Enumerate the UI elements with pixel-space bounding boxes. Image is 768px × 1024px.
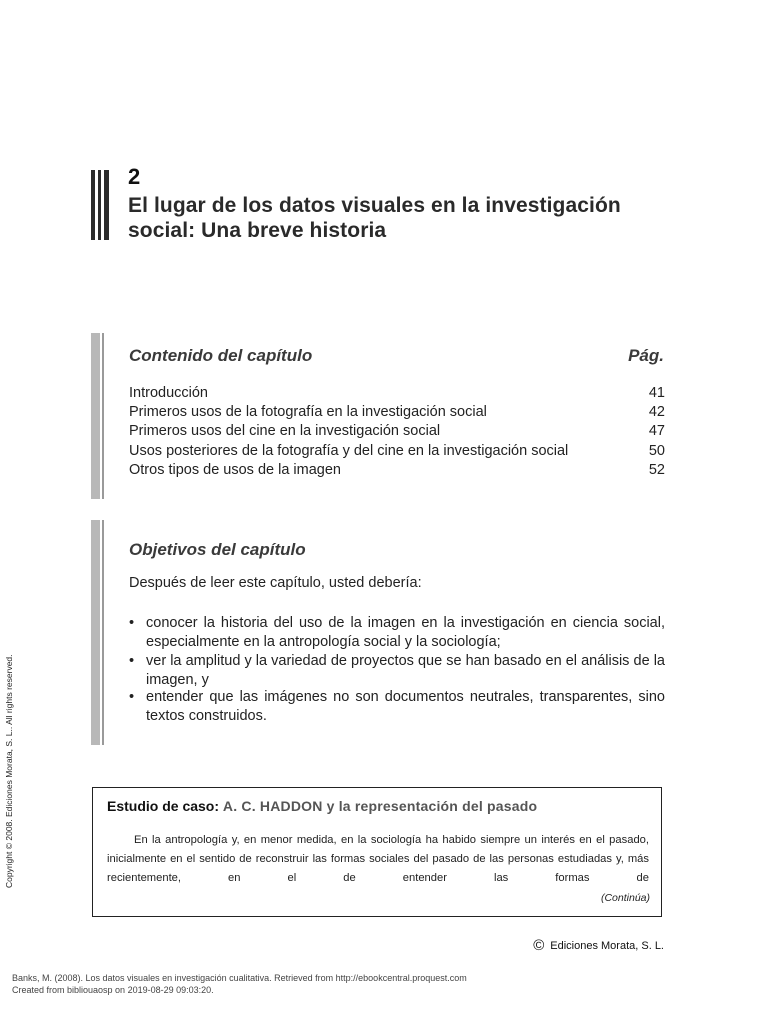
- toc-item-title: Introducción: [129, 385, 208, 401]
- objectives-intro: Después de leer este capítulo, usted debería:: [129, 575, 422, 591]
- chapter-bar: [104, 170, 109, 240]
- chapter-title-line1: El lugar de los datos visuales en la investigación: [128, 194, 621, 217]
- objective-text: ver la amplitud y la variedad de proyectos que se han basado en el análisis de la imagen, y: [146, 653, 665, 688]
- objectives-heading: Objetivos del capítulo: [129, 540, 306, 559]
- toc-item-title: Otros tipos de usos de la imagen: [129, 462, 341, 478]
- chapter-bar: [91, 170, 95, 240]
- footer-citation[interactable]: Banks, M. (2008). Los datos visuales en investigación cualitativa. Retrieved from http://ebookcentral.proquest.com: [12, 973, 467, 983]
- side-copyright: Copyright © 2008. Ediciones Morata, S. L.. All rights reserved.: [4, 654, 14, 888]
- case-study-heading: A. C. HADDON y la representación del pasado: [222, 798, 538, 814]
- toc-item-title: Primeros usos del cine en la investigación social: [129, 423, 441, 439]
- toc-heading: Contenido del capítulo: [129, 346, 313, 365]
- toc-item[interactable]: [129, 443, 665, 462]
- objective-text: conocer la historia del uso de la imagen en la investigación en ciencia social, especialmente en la antropología social y la sociología;: [146, 615, 665, 650]
- publisher-name: Ediciones Morata, S. L.: [550, 940, 664, 952]
- toc-page-heading: Pág.: [628, 346, 664, 365]
- toc-item-page: 52: [648, 462, 665, 478]
- chapter-bar: [98, 170, 101, 240]
- toc-item[interactable]: [129, 462, 665, 481]
- bullet-icon: •: [129, 615, 135, 631]
- toc-item[interactable]: [129, 423, 665, 442]
- toc-sidebar-line: [102, 333, 104, 499]
- case-study-text: En la antropología y, en menor medida, en la sociología ha habido siempre un interés en el pasado, inicialmente en el sentido de reconstruir las formas sociales del pasado de las personas estudiadas y, más recientemente, en el de entender las formas de: [107, 834, 649, 884]
- copyright-icon: ©: [533, 937, 545, 954]
- chapter-title-line2: social: Una breve historia: [128, 219, 387, 242]
- toc-item[interactable]: [129, 404, 665, 423]
- objective-item: [129, 614, 665, 652]
- toc-item-page: 41: [648, 385, 665, 401]
- objective-item: [129, 652, 665, 690]
- toc-item-page: 47: [648, 423, 665, 439]
- case-study-body: [107, 831, 649, 888]
- publisher-credit: [533, 936, 664, 953]
- case-study-label: Estudio de caso:: [107, 798, 220, 814]
- case-study-continued: (Continúa): [600, 892, 650, 904]
- case-study-title: [107, 798, 537, 814]
- chapter-title: [128, 193, 688, 243]
- chapter-number: 2: [128, 164, 141, 189]
- toc-item-page: 50: [648, 443, 665, 459]
- objectives-sidebar: [91, 520, 100, 745]
- toc-item-title: Usos posteriores de la fotografía y del cine en la investigación social: [129, 443, 569, 459]
- bullet-icon: •: [129, 689, 135, 705]
- footer-created: Created from bibliouaosp on 2019-08-29 09:03:20.: [12, 985, 214, 995]
- toc-sidebar: [91, 333, 100, 499]
- toc-item-page: 42: [648, 404, 665, 420]
- objective-item: [129, 688, 665, 726]
- toc-item-title: Primeros usos de la fotografía en la investigación social: [129, 404, 487, 420]
- objectives-sidebar-line: [102, 520, 104, 745]
- objective-text: entender que las imágenes no son documentos neutrales, transparentes, sino textos construidos.: [146, 689, 665, 724]
- toc-item[interactable]: [129, 385, 665, 404]
- bullet-icon: •: [129, 653, 135, 669]
